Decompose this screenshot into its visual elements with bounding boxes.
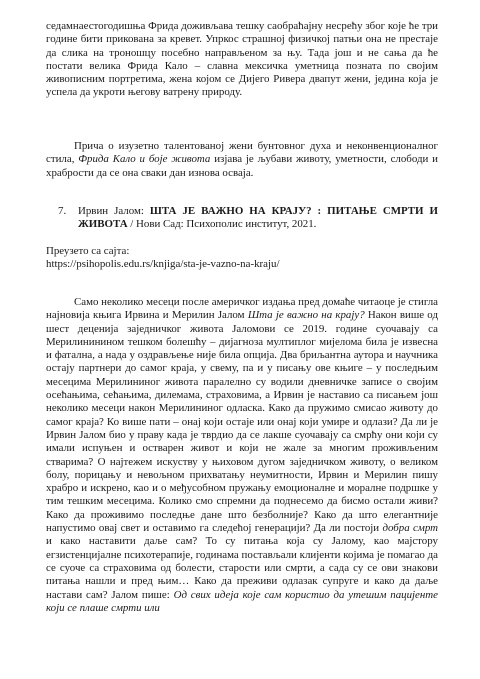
main-italic-title: Шта је важно на крају? bbox=[247, 309, 365, 322]
main-text-3: и како наставити даље сам? То су питања која су Јалому, као мајстору егзистенцијалне психотерапије, годинама постављали клијенти којима је помагао да се суоче са страховима од болести, старости или смрти, а сада су се ови знакови питања нашли и пред њим… Како да преживи одлазак супруге и како да даље настави сам? Јалом пише: bbox=[46, 535, 438, 601]
intro-text: седамнаестогодишња Фрида доживљава тешку саобраћајну несрећу због које ће три године бити прикована за кревет. Упркос страшној физичкој патњи она не престаје да слика на троношцу посебно направљеном за њу. Тада још и не сања да ће постати велика Фрида Кало – славна мексичка уметница позната по својим живописним портретима, жена којом се Дијего Ривера двапут жени, једина која је успела да укроти његову ватрену природу. bbox=[46, 20, 438, 99]
intro-paragraph bbox=[46, 20, 438, 100]
source-url[interactable]: https://psihopolis.edu.rs/knjiga/sta-je-vazno-na-kraju/ bbox=[46, 258, 280, 271]
main-text-1: Само неколико месеци после америчког издања пред домаће читаоце је стигла најновија књига Ирвина и Мерилин Јалом bbox=[46, 296, 438, 322]
book-title-italic: Фрида Кало и боје живота bbox=[78, 153, 211, 166]
entry-publication: / Нови Сад: Психополис институт, 2021. bbox=[127, 218, 317, 231]
main-italic-quote: Од свих идеја које сам користио да утешим пацијенте који се плаше смрти или bbox=[46, 588, 438, 614]
entry-title: ШТА ЈЕ ВАЖНО НА КРАЈУ? : ПИТАЊЕ СМРТИ И ЖИВОТА bbox=[78, 205, 438, 231]
main-text-2: Након више од шест деценија заједничког живота Јаломови се 2019. године суочавају са Мерилининином тешком болешћу – дијагноза мултиплог мијелома била је извесна и фатална, а нада у оздрављење није била опција. Два бриљантна аутора и научника остају партнери до самог краја, у свему, па и у писању ове књиге – у последњим месецима Мерилининог живота паралелно су водили дневничке записе о својим осећањима, сећањима, дилемама, страховима, а Ирвин је наставио са писањем још неколико месеци након Мерилининог одласка. Како да пружимо смисао животу до самог краја? Ко више пати – онај који остаје или онај који умире и одлази? Да ли је Ирвин Јалом био у праву када је тврдио да се лакше суочавају са смрћу они који су имали испуњен и остварен живот и који не жале за многим проживљеним стварима? О најтежем искуству у њиховом дугом заједничком животу, о великом болу, порицању и невољном прихватању неумитности, Ирвин и Мерилин пишу храбро и искрено, као и о међусобном пружању емоционалне и моралне подршке у тим тешким месецима. Колико смо спремни да поднесемо да бисмо остали живи? Како да проживимо последње дане што безболније? Како да што елегантније напустимо овај свет и оставимо га следећој генерацији? Да ли постоји bbox=[46, 309, 438, 535]
main-italic-good-death: добра смрт bbox=[382, 522, 438, 535]
entry-number: 7. bbox=[58, 205, 67, 217]
entry-body bbox=[78, 205, 438, 232]
summary-text-end: изјава је љубави животу, уметности, слободи и храбрости да се она сваки дан изнова осваја. bbox=[46, 153, 438, 179]
bibliography-entry bbox=[46, 205, 438, 232]
summary-text: Прича о изузетно талентованој жени бунтовног духа и неконвенционалног стила, bbox=[46, 140, 438, 166]
main-paragraph bbox=[46, 296, 438, 615]
entry-author: Ирвин Јалом: bbox=[78, 205, 150, 217]
source-label: Преузето са сајта: bbox=[46, 245, 130, 257]
summary-paragraph bbox=[46, 140, 438, 180]
source-block bbox=[46, 245, 438, 272]
